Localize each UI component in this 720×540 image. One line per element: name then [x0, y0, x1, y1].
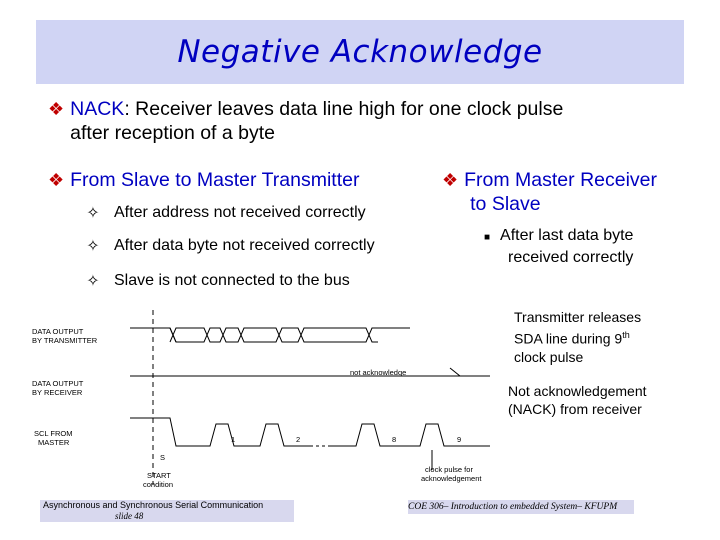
nack-arrow [450, 368, 460, 376]
label-data-rx: DATA OUTPUT [32, 379, 84, 388]
start-label-2: condition [143, 480, 174, 489]
list-item [82, 271, 350, 291]
start-label: START [147, 471, 171, 480]
footer-left-line2: slide 48 [115, 511, 144, 521]
list-item-text: After data byte not received correctly [114, 237, 375, 254]
i2c-timing-diagram [20, 300, 520, 500]
label-scl: SCL FROM [34, 429, 73, 438]
diamond-bullet-icon: ❖ [48, 99, 65, 119]
label-data-rx-2: BY RECEIVER [32, 388, 83, 397]
section-right-title-line2: to Slave [470, 193, 541, 215]
data-tx-waveform-g [292, 328, 378, 342]
square-bullet-icon: ■ [484, 232, 491, 243]
diamond-bullet-icon: ❖ [48, 170, 65, 190]
not-ack-label: not acknowledge [350, 368, 407, 377]
scl-waveform-a [130, 418, 310, 446]
footer-course [40, 500, 294, 522]
data-tx-waveform-a [130, 328, 232, 342]
slide-title: Negative Acknowledge [177, 34, 543, 70]
pulse-9: 9 [457, 435, 462, 444]
nack-text: : Receiver leaves data line high for one clock pulse [124, 98, 564, 120]
note-nack [508, 382, 647, 418]
label-data-tx: DATA OUTPUT [32, 327, 84, 336]
section-slave-to-master [48, 168, 359, 192]
note-line: Transmitter releases [514, 309, 642, 325]
note-line: SDA line during 9 [514, 330, 623, 347]
nack-label: NACK [70, 98, 125, 120]
section-left-title: From Slave to Master Transmitter [70, 169, 360, 191]
bullet-nack [48, 97, 563, 145]
data-tx-waveform-e [232, 328, 292, 342]
data-tx-waveform-f [292, 328, 410, 342]
list-item [82, 203, 366, 223]
note-line: Not acknowledgement [508, 383, 647, 399]
clock-pulse-label: clock pulse for [425, 465, 473, 474]
footer-left-line1: Asynchronous and Synchronous Serial Communication [43, 500, 264, 510]
list-item-text: After last data byte [500, 227, 634, 244]
footer-institution: COE 306– Introduction to embedded System– KFUPM [408, 500, 634, 514]
list-item [82, 236, 375, 256]
note-transmitter-releases [514, 308, 641, 366]
section-right-title: From Master Receiver [464, 169, 658, 191]
star-bullet-icon: ✧ [86, 238, 100, 255]
star-bullet-icon: ✧ [86, 205, 100, 222]
note-line: clock pulse [514, 348, 584, 365]
nack-text-line2: after reception of a byte [70, 122, 276, 144]
clock-pulse-label-2: acknowledgement [421, 474, 482, 483]
list-item-text: Slave is not connected to the bus [114, 272, 350, 289]
section-master-receiver [442, 168, 657, 216]
list-item-text: After address not received correctly [114, 204, 366, 221]
diamond-bullet-icon: ❖ [442, 170, 459, 190]
star-bullet-icon: ✧ [86, 273, 100, 290]
note-sup: th [622, 330, 630, 340]
pulse-2: 2 [296, 435, 301, 444]
note-line: (NACK) from receiver [508, 401, 642, 417]
list-item-text-line2: received correctly [508, 249, 634, 266]
start-s: S [160, 453, 166, 462]
pulse-8: 8 [392, 435, 397, 444]
timing-diagram-svg [20, 300, 520, 495]
label-data-tx-2: BY TRANSMITTER [32, 336, 98, 345]
list-item [484, 226, 633, 268]
label-scl-2: MASTER [38, 438, 70, 447]
title-banner [36, 20, 684, 84]
pulse-1: 1 [231, 435, 236, 444]
data-tx-waveform-c [170, 328, 232, 342]
scl-waveform-b [330, 424, 490, 446]
